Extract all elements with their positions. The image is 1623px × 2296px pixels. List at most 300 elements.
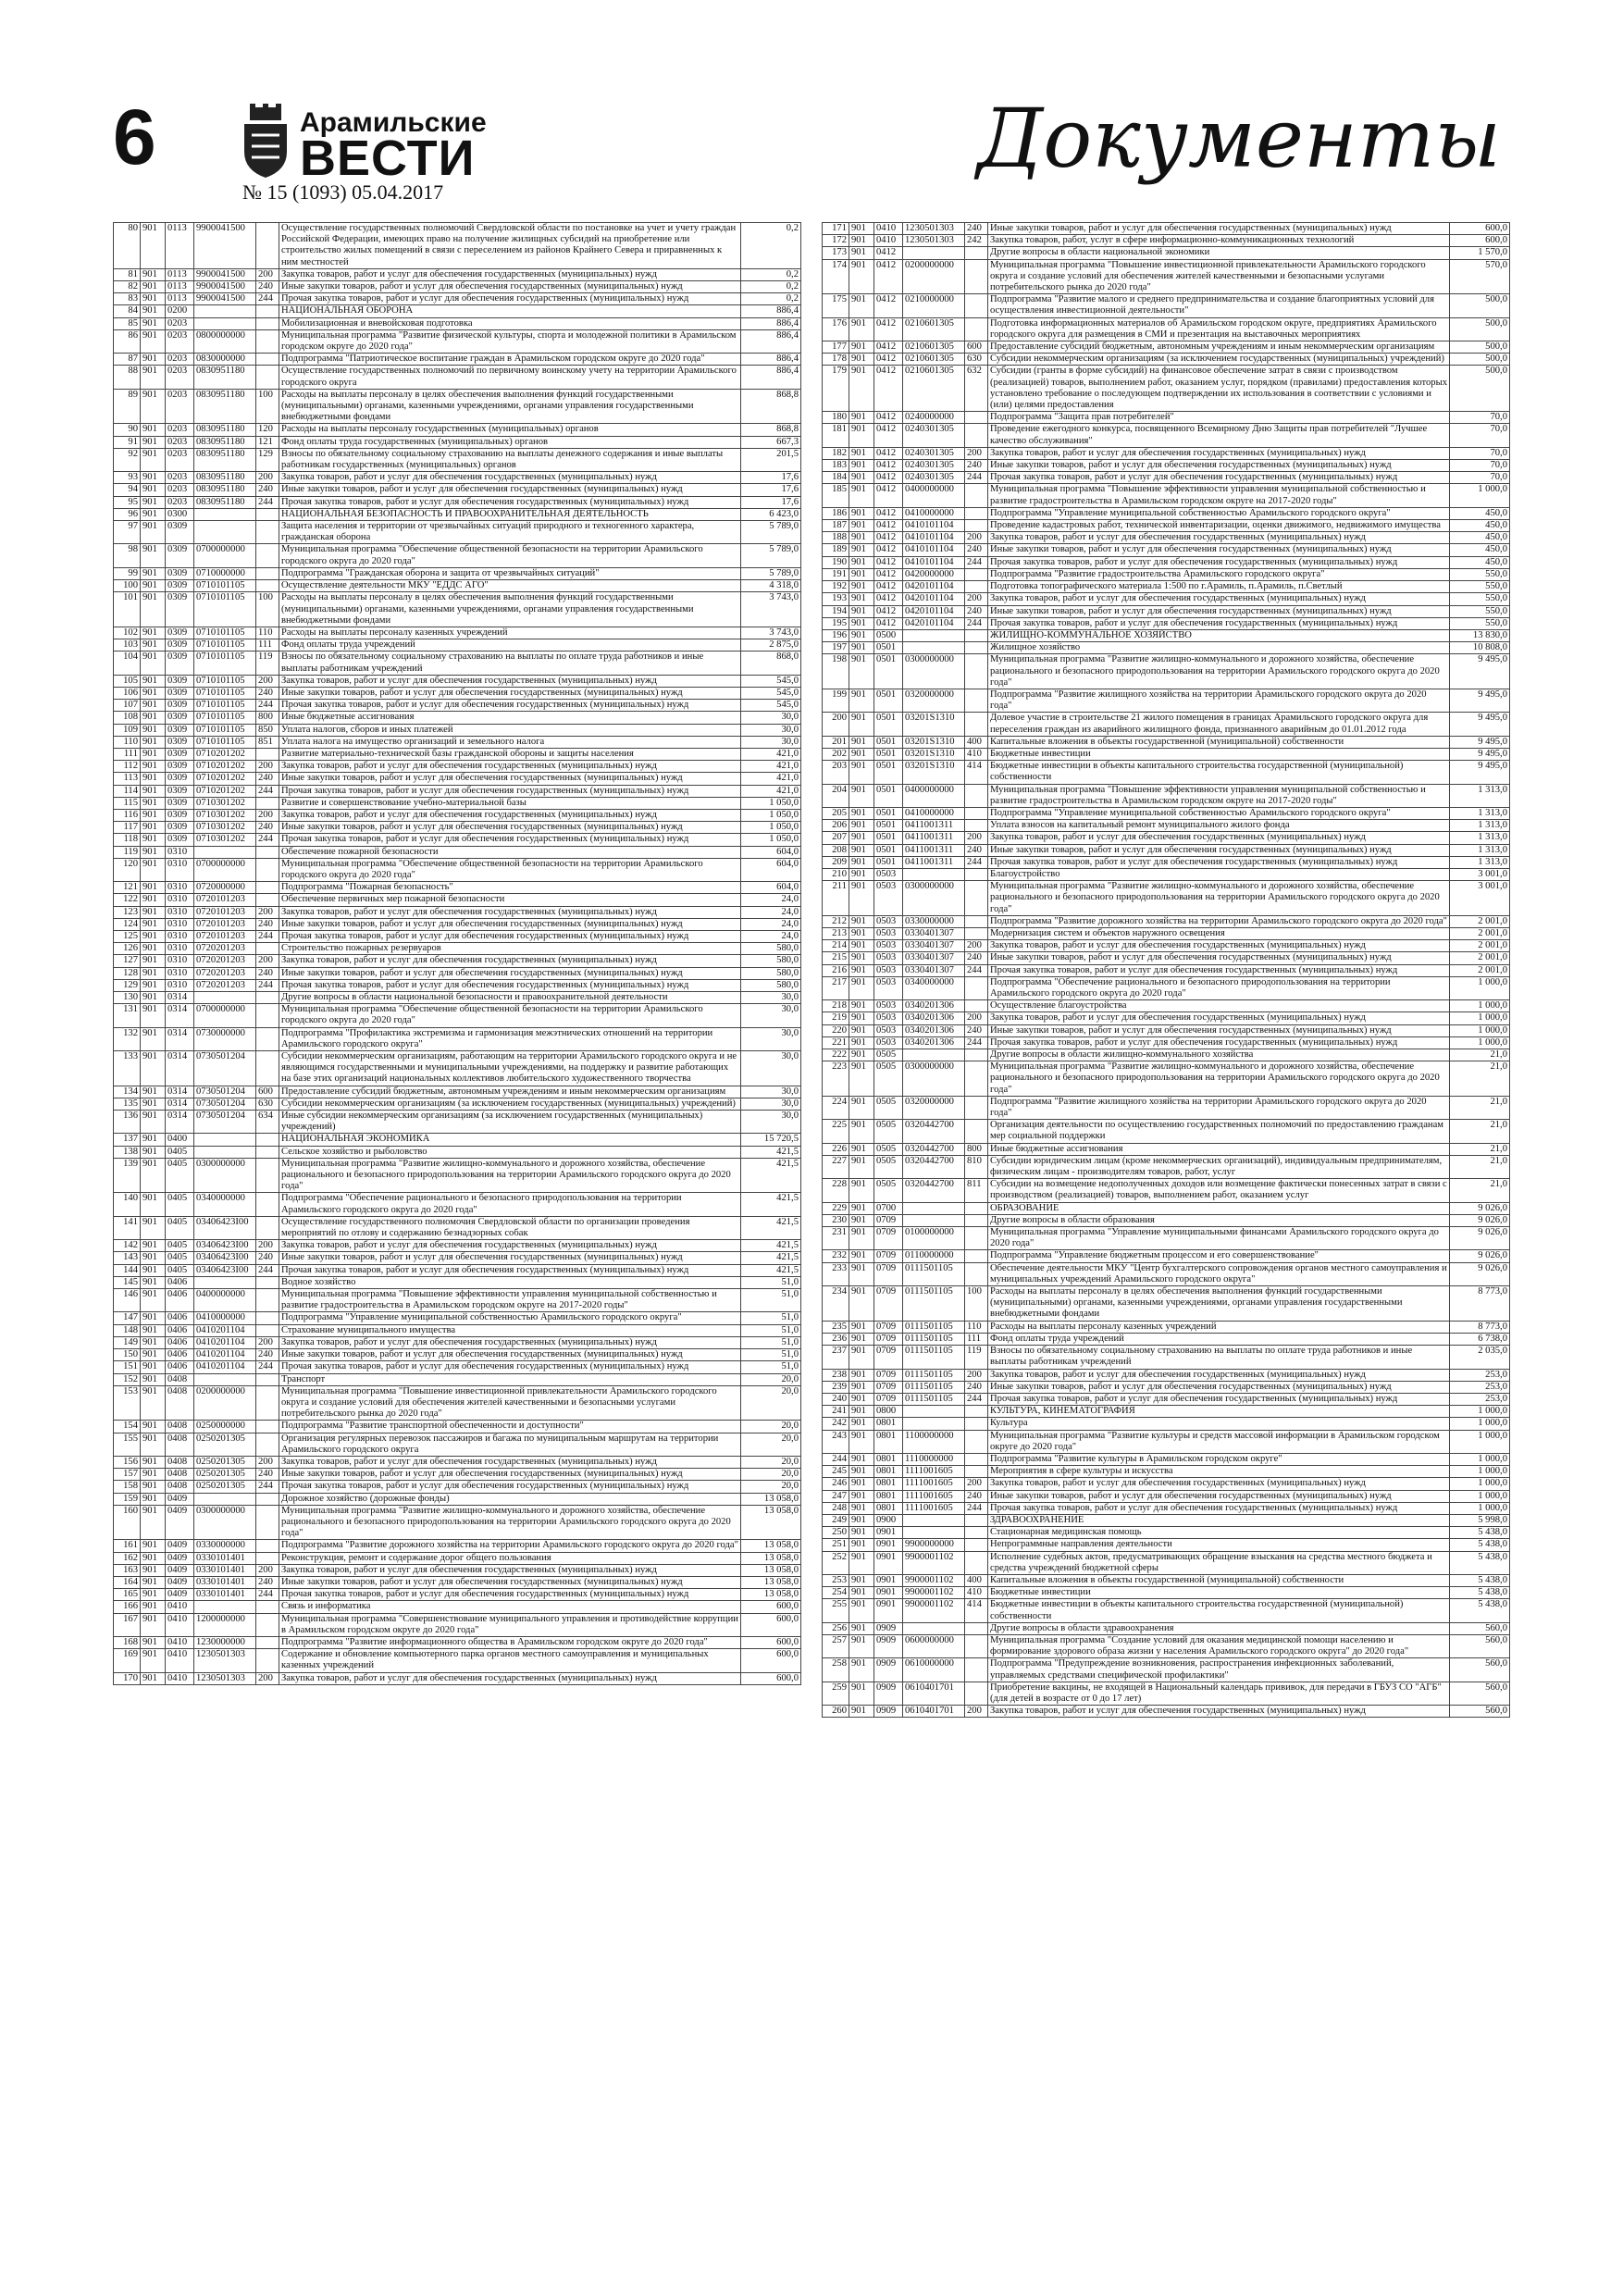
table-row: [823, 581, 1510, 593]
section-code-cell: 0410: [166, 1613, 194, 1636]
section-code-cell: 0310: [166, 882, 194, 894]
admin-code-cell: 901: [141, 761, 166, 773]
admin-code-cell: 901: [849, 247, 874, 259]
row-number-cell: 115: [114, 797, 141, 809]
section-code-cell: 0412: [874, 424, 903, 447]
row-number-cell: 172: [823, 235, 849, 247]
admin-code-cell: 901: [141, 1158, 166, 1193]
item-name-cell: Муниципальная программа "Развитие жилищно-коммунального и дорожного хозяйства, обеспечение рационального и безопасного природопользования на территории Арамильского городского округа до 2020 года": [279, 1505, 741, 1540]
item-name-cell: Иные субсидии некоммерческим организациям (за исключением государственных (муниципальных) учреждений): [279, 1111, 741, 1134]
expense-type-cell: 244: [256, 1361, 279, 1373]
admin-code-cell: 901: [141, 639, 166, 652]
expense-type-cell: 200: [256, 268, 279, 280]
admin-code-cell: 901: [849, 1478, 874, 1490]
amount-cell: 51,0: [741, 1276, 801, 1288]
row-number-cell: 183: [823, 460, 849, 472]
table-row: [823, 976, 1510, 999]
target-code-cell: 0710101105: [194, 687, 256, 699]
section-code-cell: 0709: [874, 1262, 903, 1285]
table-row: [823, 366, 1510, 412]
item-name-cell: Страхование муниципального имущества: [279, 1324, 741, 1336]
item-name-cell: Закупка товаров, работ, услуг в сфере информационно-коммуникационных технологий: [988, 235, 1450, 247]
expense-type-cell: [965, 915, 988, 927]
expense-type-cell: [965, 1000, 988, 1012]
table-row: [114, 1564, 801, 1576]
table-row: [114, 687, 801, 699]
item-name-cell: Субсидии некоммерческим организациям (за исключением государственных (муниципальных) учреждений): [279, 1098, 741, 1110]
amount-cell: 8 773,0: [1450, 1286, 1510, 1322]
expense-type-cell: [965, 1049, 988, 1061]
amount-cell: 10 808,0: [1450, 642, 1510, 654]
row-number-cell: 220: [823, 1024, 849, 1036]
item-name-cell: ЖИЛИЩНО-КОММУНАЛЬНОЕ ХОЗЯЙСТВО: [988, 629, 1450, 641]
expense-type-cell: 244: [256, 1481, 279, 1493]
expense-type-cell: 600: [965, 341, 988, 354]
item-name-cell: Подпрограмма "Развитие информационного общества в Арамильском городском округе до 2020 года": [279, 1636, 741, 1648]
admin-code-cell: 901: [141, 1649, 166, 1672]
table-row: [114, 305, 801, 317]
section-code-cell: 0314: [166, 992, 194, 1004]
section-code-cell: 0406: [166, 1312, 194, 1324]
item-name-cell: Подпрограмма "Пожарная безопасность": [279, 882, 741, 894]
target-code-cell: 0250201305: [194, 1456, 256, 1468]
amount-cell: 9 495,0: [1450, 761, 1510, 784]
target-code-cell: 0710301202: [194, 809, 256, 821]
row-number-cell: 103: [114, 639, 141, 652]
amount-cell: 545,0: [741, 687, 801, 699]
expense-type-cell: [256, 1146, 279, 1158]
admin-code-cell: 901: [849, 484, 874, 507]
section-code-cell: 0709: [874, 1333, 903, 1345]
item-name-cell: Обеспечение пожарной безопасности: [279, 846, 741, 858]
item-name-cell: Муниципальная программа "Развитие жилищно-коммунального и дорожного хозяйства, обеспечение рационального и безопасного природопользования на территории Арамильского городского округа до 2020 года": [988, 881, 1450, 916]
expense-type-cell: 200: [256, 472, 279, 484]
target-code-cell: 9900041500: [194, 268, 256, 280]
expense-type-cell: [965, 484, 988, 507]
table-row: [114, 979, 801, 991]
expense-type-cell: [965, 881, 988, 916]
item-name-cell: ЗДРАВООХРАНЕНИЕ: [988, 1514, 1450, 1526]
row-number-cell: 181: [823, 424, 849, 447]
expense-type-cell: 200: [256, 1564, 279, 1576]
section-code-cell: 0909: [874, 1706, 903, 1718]
item-name-cell: Закупка товаров, работ и услуг для обеспечения государственных (муниципальных) нужд: [279, 809, 741, 821]
item-name-cell: Другие вопросы в области жилищно-коммунального хозяйства: [988, 1049, 1450, 1061]
amount-cell: 500,0: [1450, 341, 1510, 354]
amount-cell: 580,0: [741, 955, 801, 967]
section-code-cell: 0309: [166, 687, 194, 699]
target-code-cell: [903, 1527, 965, 1539]
amount-cell: 1 050,0: [741, 809, 801, 821]
row-number-cell: 99: [114, 567, 141, 579]
admin-code-cell: 901: [849, 1179, 874, 1202]
row-number-cell: 140: [114, 1193, 141, 1216]
target-code-cell: 0411001311: [903, 832, 965, 844]
admin-code-cell: 901: [849, 927, 874, 939]
table-row: [823, 1120, 1510, 1143]
expense-type-cell: [256, 317, 279, 329]
target-code-cell: 0830951180: [194, 484, 256, 496]
admin-code-cell: 901: [849, 761, 874, 784]
row-number-cell: 85: [114, 317, 141, 329]
target-code-cell: 0730501204: [194, 1051, 256, 1086]
expense-type-cell: 244: [256, 496, 279, 508]
expense-type-cell: 240: [256, 484, 279, 496]
admin-code-cell: 901: [849, 1658, 874, 1682]
item-name-cell: Мероприятия в сфере культуры и искусства: [988, 1466, 1450, 1478]
target-code-cell: 0300000000: [194, 1158, 256, 1193]
expense-type-cell: [965, 1202, 988, 1214]
admin-code-cell: 901: [849, 1430, 874, 1453]
admin-code-cell: 901: [849, 568, 874, 580]
expense-type-cell: [965, 807, 988, 819]
amount-cell: 600,0: [741, 1601, 801, 1613]
amount-cell: 550,0: [1450, 593, 1510, 605]
row-number-cell: 210: [823, 868, 849, 880]
item-name-cell: Расходы на выплаты персоналу казенных учреждений: [279, 627, 741, 639]
target-code-cell: 0410000000: [903, 507, 965, 519]
target-code-cell: 1111001605: [903, 1490, 965, 1502]
table-row: [114, 496, 801, 508]
item-name-cell: Субсидии (гранты в форме субсидий) на финансовое обеспечение затрат в связи с производством (реализацией) товаров, выполнением работ, оказанием услуг, порядком (правилами) предоставления которых установлено требование о последующем подтверждении их использования в соответствии с условиями и (или) целями предоставления: [988, 366, 1450, 412]
row-number-cell: 98: [114, 544, 141, 567]
target-code-cell: [903, 1049, 965, 1061]
target-code-cell: 0710301202: [194, 797, 256, 809]
item-name-cell: Подпрограмма "Развитие дорожного хозяйства на территории Арамильского городского округа до 2020 года": [279, 1540, 741, 1552]
item-name-cell: Иные закупки товаров, работ и услуг для обеспечения государственных (муниципальных) нужд: [279, 484, 741, 496]
item-name-cell: Муниципальная программа "Повышение эффективности управления муниципальной собственностью и развитие градостроительства в Арамильском городском округе на 2017-2020 годы": [988, 484, 1450, 507]
admin-code-cell: 901: [141, 1540, 166, 1552]
row-number-cell: 92: [114, 448, 141, 471]
section-code-cell: 0409: [166, 1552, 194, 1564]
target-code-cell: 0410101104: [903, 544, 965, 556]
target-code-cell: 0700000000: [194, 1004, 256, 1027]
row-number-cell: 232: [823, 1250, 849, 1262]
section-code-cell: 0412: [874, 412, 903, 424]
issue-info: № 15 (1093) 05.04.2017: [242, 180, 444, 204]
admin-code-cell: 901: [141, 1289, 166, 1312]
section-code-cell: 0409: [166, 1576, 194, 1588]
amount-cell: 5 998,0: [1450, 1514, 1510, 1526]
expense-type-cell: [256, 748, 279, 760]
row-number-cell: 249: [823, 1514, 849, 1526]
section-code-cell: 0309: [166, 785, 194, 797]
item-name-cell: Иные закупки товаров, работ и услуг для обеспечения государственных (муниципальных) нужд: [279, 1469, 741, 1481]
section-code-cell: 0501: [874, 784, 903, 807]
target-code-cell: 0320442700: [903, 1143, 965, 1155]
section-code-cell: 0300: [166, 508, 194, 520]
table-row: [823, 1286, 1510, 1322]
amount-cell: 1 000,0: [1450, 976, 1510, 999]
item-name-cell: Муниципальная программа "Повышение эффективности управления муниципальной собственностью и развитие градостроительства в Арамильском городском округе на 2017-2020 годы": [988, 784, 1450, 807]
amount-cell: 421,0: [741, 748, 801, 760]
expense-type-cell: [965, 713, 988, 736]
expense-type-cell: [256, 544, 279, 567]
expense-type-cell: 244: [256, 1264, 279, 1276]
item-name-cell: Стационарная медицинская помощь: [988, 1527, 1450, 1539]
amount-cell: 886,4: [741, 366, 801, 389]
target-code-cell: 0330101401: [194, 1564, 256, 1576]
expense-type-cell: 240: [965, 223, 988, 235]
section-code-cell: 0801: [874, 1430, 903, 1453]
admin-code-cell: 901: [141, 967, 166, 979]
expense-type-cell: 414: [965, 1599, 988, 1622]
section-code-cell: 0505: [874, 1143, 903, 1155]
section-code-cell: 0709: [874, 1286, 903, 1322]
table-row: [823, 713, 1510, 736]
row-number-cell: 138: [114, 1146, 141, 1158]
expense-type-cell: [256, 329, 279, 353]
expense-type-cell: 244: [965, 856, 988, 868]
table-row: [114, 1086, 801, 1098]
table-row: [823, 1502, 1510, 1514]
item-name-cell: Водное хозяйство: [279, 1276, 741, 1288]
target-code-cell: 0210601305: [903, 341, 965, 354]
item-name-cell: Подпрограмма "Развитие градостроительства Арамильского городского округа": [988, 568, 1450, 580]
table-row: [823, 593, 1510, 605]
row-number-cell: 241: [823, 1406, 849, 1418]
row-number-cell: 88: [114, 366, 141, 389]
expense-type-cell: 244: [256, 293, 279, 305]
expense-type-cell: 634: [256, 1111, 279, 1134]
table-row: [114, 1312, 801, 1324]
section-code-cell: 0501: [874, 832, 903, 844]
item-name-cell: Защита населения и территории от чрезвычайных ситуаций природного и техногенного характера, гражданская оборона: [279, 521, 741, 544]
item-name-cell: Иные закупки товаров, работ и услуг для обеспечения государственных (муниципальных) нужд: [988, 1024, 1450, 1036]
amount-cell: 1 000,0: [1450, 1430, 1510, 1453]
row-number-cell: 242: [823, 1418, 849, 1430]
admin-code-cell: 901: [849, 1514, 874, 1526]
item-name-cell: Иные закупки товаров, работ и услуг для обеспечения государственных (муниципальных) нужд: [988, 460, 1450, 472]
amount-cell: 13 058,0: [741, 1493, 801, 1505]
amount-cell: 21,0: [1450, 1179, 1510, 1202]
row-number-cell: 148: [114, 1324, 141, 1336]
admin-code-cell: 901: [849, 1527, 874, 1539]
table-row: [823, 1012, 1510, 1024]
section-code-cell: 0503: [874, 927, 903, 939]
target-code-cell: 9900000000: [903, 1539, 965, 1551]
table-row: [114, 675, 801, 687]
expense-type-cell: 630: [256, 1098, 279, 1110]
expense-type-cell: [965, 1406, 988, 1418]
row-number-cell: 202: [823, 748, 849, 760]
target-code-cell: [194, 1493, 256, 1505]
table-row: [114, 366, 801, 389]
target-code-cell: 0411001311: [903, 856, 965, 868]
expense-type-cell: 240: [965, 460, 988, 472]
table-row: [823, 412, 1510, 424]
item-name-cell: Взносы по обязательному социальному страхованию на выплаты по оплате труда работников и иные выплаты работникам учреждений: [988, 1346, 1450, 1369]
target-code-cell: 0710201202: [194, 785, 256, 797]
target-code-cell: 9900001102: [903, 1599, 965, 1622]
table-row: [114, 1361, 801, 1373]
amount-cell: 1 000,0: [1450, 1490, 1510, 1502]
admin-code-cell: 901: [141, 281, 166, 293]
target-code-cell: 0700000000: [194, 858, 256, 881]
amount-cell: 545,0: [741, 700, 801, 712]
section-code-cell: 0412: [874, 581, 903, 593]
table-row: [114, 1216, 801, 1239]
row-number-cell: 169: [114, 1649, 141, 1672]
item-name-cell: Прочая закупка товаров, работ и услуг для обеспечения государственных (муниципальных) нужд: [988, 856, 1450, 868]
admin-code-cell: 901: [849, 1369, 874, 1381]
section-code-cell: 0412: [874, 532, 903, 544]
row-number-cell: 215: [823, 952, 849, 964]
target-code-cell: 0330101401: [194, 1576, 256, 1588]
target-code-cell: 0710101105: [194, 652, 256, 675]
item-name-cell: КУЛЬТУРА, КИНЕМАТОГРАФИЯ: [988, 1406, 1450, 1418]
target-code-cell: [194, 992, 256, 1004]
table-row: [823, 294, 1510, 317]
target-code-cell: 0400000000: [194, 1289, 256, 1312]
target-code-cell: [194, 1601, 256, 1613]
expense-type-cell: 200: [965, 1706, 988, 1718]
section-code-cell: 0314: [166, 1111, 194, 1134]
table-row: [823, 807, 1510, 819]
table-row: [114, 1324, 801, 1336]
target-code-cell: 0320000000: [903, 689, 965, 712]
section-code-cell: 0412: [874, 484, 903, 507]
expense-type-cell: [965, 568, 988, 580]
admin-code-cell: 901: [849, 424, 874, 447]
expense-type-cell: [256, 1134, 279, 1146]
admin-code-cell: 901: [849, 532, 874, 544]
target-code-cell: 0830951180: [194, 424, 256, 436]
expense-type-cell: 240: [965, 544, 988, 556]
admin-code-cell: 901: [141, 785, 166, 797]
expense-type-cell: [256, 1601, 279, 1613]
table-row: [114, 1240, 801, 1252]
item-name-cell: Обеспечение деятельности МКУ "Центр бухгалтерского сопровождения органов местного самоуправления и муниципальных учреждений Арамильского городского округа": [988, 1262, 1450, 1285]
admin-code-cell: 901: [849, 354, 874, 366]
section-code-cell: 0314: [166, 1086, 194, 1098]
section-code-cell: 0309: [166, 834, 194, 846]
expense-type-cell: [256, 1649, 279, 1672]
target-code-cell: 0720201203: [194, 943, 256, 955]
expense-type-cell: 200: [965, 1012, 988, 1024]
expense-type-cell: [256, 858, 279, 881]
item-name-cell: Модернизация систем и объектов наружного освещения: [988, 927, 1450, 939]
table-row: [114, 389, 801, 424]
item-name-cell: Предоставление субсидий бюджетным, автономным учреждениям и иным некоммерческим организациям: [988, 341, 1450, 354]
row-number-cell: 81: [114, 268, 141, 280]
expense-type-cell: [965, 294, 988, 317]
row-number-cell: 178: [823, 354, 849, 366]
expense-type-cell: [256, 797, 279, 809]
table-row: [823, 1155, 1510, 1178]
amount-cell: 868,8: [741, 389, 801, 424]
amount-cell: 9 495,0: [1450, 736, 1510, 748]
row-number-cell: 193: [823, 593, 849, 605]
item-name-cell: Развитие материально-технической базы гражданской обороны и защиты населения: [279, 748, 741, 760]
amount-cell: 550,0: [1450, 581, 1510, 593]
admin-code-cell: 901: [141, 567, 166, 579]
table-row: [114, 1373, 801, 1385]
item-name-cell: Другие вопросы в области здравоохранения: [988, 1622, 1450, 1634]
section-code-cell: 0709: [874, 1381, 903, 1393]
section-code-cell: 0410: [166, 1601, 194, 1613]
amount-cell: 3 743,0: [741, 592, 801, 627]
row-number-cell: 83: [114, 293, 141, 305]
section-code-cell: 0412: [874, 568, 903, 580]
row-number-cell: 185: [823, 484, 849, 507]
section-code-cell: 0412: [874, 605, 903, 617]
target-code-cell: 0340201306: [903, 1000, 965, 1012]
table-row: [114, 1589, 801, 1601]
item-name-cell: Закупка товаров, работ и услуг для обеспечения государственных (муниципальных) нужд: [988, 593, 1450, 605]
section-code-cell: 0405: [166, 1146, 194, 1158]
amount-cell: 15 720,5: [741, 1134, 801, 1146]
page-number: 6: [113, 93, 156, 180]
expense-type-cell: [256, 1373, 279, 1385]
section-code-cell: 0405: [166, 1240, 194, 1252]
row-number-cell: 177: [823, 341, 849, 354]
target-code-cell: 0830951180: [194, 496, 256, 508]
table-row: [114, 930, 801, 942]
target-code-cell: 9900001102: [903, 1551, 965, 1574]
amount-cell: 24,0: [741, 906, 801, 918]
expense-type-cell: [256, 894, 279, 906]
table-row: [114, 1469, 801, 1481]
item-name-cell: Прочая закупка товаров, работ и услуг для обеспечения государственных (муниципальных) нужд: [279, 1361, 741, 1373]
amount-cell: 0,2: [741, 293, 801, 305]
row-number-cell: 244: [823, 1453, 849, 1465]
row-number-cell: 253: [823, 1574, 849, 1586]
amount-cell: 500,0: [1450, 294, 1510, 317]
amount-cell: 421,5: [741, 1193, 801, 1216]
admin-code-cell: 901: [141, 580, 166, 592]
item-name-cell: Иные бюджетные ассигнования: [988, 1143, 1450, 1155]
amount-cell: 1 050,0: [741, 822, 801, 834]
table-row: [823, 881, 1510, 916]
expense-type-cell: [256, 1276, 279, 1288]
admin-code-cell: 901: [141, 675, 166, 687]
item-name-cell: Иные закупки товаров, работ и услуг для обеспечения государственных (муниципальных) нужд: [279, 773, 741, 785]
expense-type-cell: [965, 1622, 988, 1634]
admin-code-cell: 901: [141, 1421, 166, 1433]
section-code-cell: 0503: [874, 940, 903, 952]
admin-code-cell: 901: [849, 1551, 874, 1574]
amount-cell: 24,0: [741, 918, 801, 930]
row-number-cell: 109: [114, 724, 141, 736]
admin-code-cell: 901: [849, 1012, 874, 1024]
table-row: [114, 484, 801, 496]
admin-code-cell: 901: [849, 1502, 874, 1514]
item-name-cell: Закупка товаров, работ и услуг для обеспечения государственных (муниципальных) нужд: [279, 268, 741, 280]
expense-type-cell: [256, 305, 279, 317]
item-name-cell: Иные закупки товаров, работ и услуг для обеспечения государственных (муниципальных) нужд: [279, 967, 741, 979]
amount-cell: 5 438,0: [1450, 1539, 1510, 1551]
expense-type-cell: 200: [965, 447, 988, 459]
row-number-cell: 86: [114, 329, 141, 353]
admin-code-cell: 901: [141, 822, 166, 834]
amount-cell: 9 495,0: [1450, 689, 1510, 712]
expense-type-cell: [965, 642, 988, 654]
admin-code-cell: 901: [141, 1576, 166, 1588]
item-name-cell: Обеспечение первичных мер пожарной безопасности: [279, 894, 741, 906]
table-row: [114, 1636, 801, 1648]
table-row: [823, 1202, 1510, 1214]
expense-type-cell: 119: [965, 1346, 988, 1369]
admin-code-cell: 901: [141, 748, 166, 760]
section-code-cell: 0408: [166, 1433, 194, 1456]
row-number-cell: 222: [823, 1049, 849, 1061]
item-name-cell: Закупка товаров, работ и услуг для обеспечения государственных (муниципальных) нужд: [279, 675, 741, 687]
table-row: [823, 424, 1510, 447]
target-code-cell: 1230000000: [194, 1636, 256, 1648]
item-name-cell: Осуществление государственного полномочия Свердловской области по организации проведения мероприятий по отлову и содержанию безнадзорных собак: [279, 1216, 741, 1239]
target-code-cell: 0110000000: [903, 1250, 965, 1262]
